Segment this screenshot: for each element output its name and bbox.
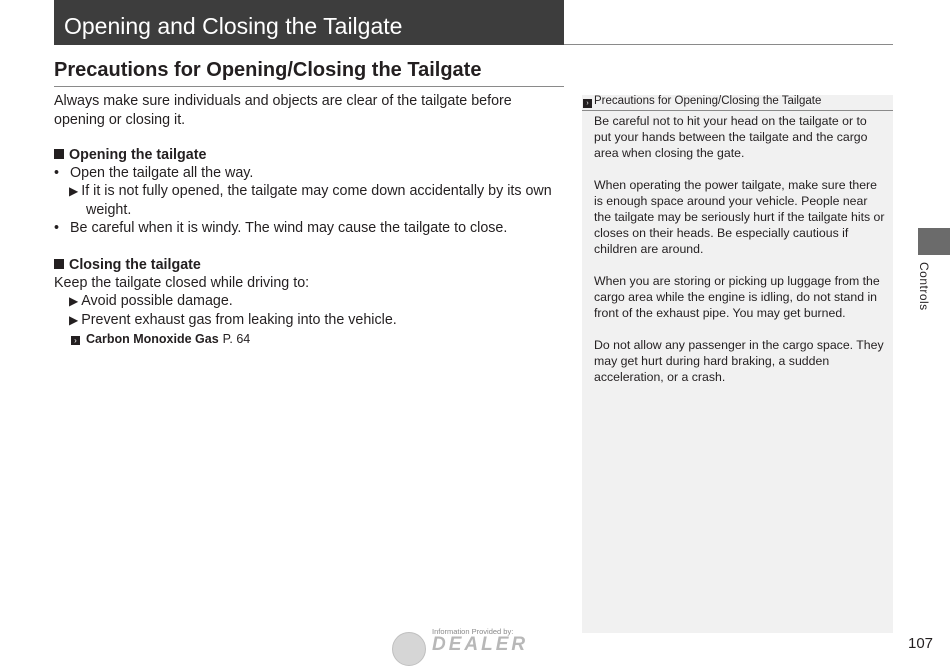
page-number: 107 [908, 635, 934, 652]
bullet-item: • Open the tailgate all the way. [54, 165, 254, 181]
triangle-right-icon: ▶ [69, 294, 79, 308]
cross-reference-icon: › [71, 336, 80, 345]
side-note-heading-text: Precautions for Opening/Closing the Tailgate [594, 95, 822, 107]
section-rule [54, 86, 564, 87]
note-item [69, 293, 233, 309]
bullet-text: Open the tailgate all the way. [70, 165, 254, 181]
note-text: Avoid possible damage. [81, 293, 233, 309]
intro-paragraph: Always make sure individuals and objects are clear of the tailgate before opening or closing it. [54, 93, 512, 128]
closing-heading [54, 257, 201, 273]
note-continuation: weight. [86, 202, 132, 218]
chapter-tab-label: Controls [917, 262, 931, 311]
header-rule [564, 44, 893, 45]
note-text: Prevent exhaust gas from leaking into the vehicle. [81, 312, 397, 328]
page-title: Opening and Closing the Tailgate [64, 13, 403, 39]
square-bullet-icon [54, 149, 64, 159]
note-text: If it is not fully opened, the tailgate may come down accidentally by its own [81, 183, 552, 199]
square-bullet-icon [54, 259, 64, 269]
note-item [69, 312, 397, 328]
side-note-paragraph: When you are storing or picking up luggage from the cargo area while the engine is idling, do not stand in front of the exhaust pipe. You may get burned. [594, 274, 880, 320]
triangle-right-icon: ▶ [69, 184, 79, 198]
opening-heading-text: Opening the tailgate [69, 147, 207, 163]
xref-page: P. 64 [222, 332, 251, 346]
xref-title: Carbon Monoxide Gas [86, 332, 219, 346]
watermark-caption: Information Provided by: [432, 627, 514, 636]
closing-lead: Keep the tailgate closed while driving to: [54, 275, 310, 291]
section-title: Precautions for Opening/Closing the Tailgate [54, 59, 482, 81]
side-note-paragraph: Do not allow any passenger in the cargo space. They may get hurt during hard braking, a sudden acceleration, or a crash. [594, 338, 884, 384]
cross-reference-link[interactable] [71, 331, 250, 347]
bullet-item: • Be careful when it is windy. The wind may cause the tailgate to close. [54, 220, 508, 236]
triangle-right-icon: ▶ [69, 313, 79, 327]
side-note-paragraph: When operating the power tailgate, make sure there is enough space around your vehicle. People near the tailgate may be seriously hurt if the tailgate hits or closes on their heads. Be especially cautious if children are around. [594, 178, 885, 256]
side-note-paragraph: Be careful not to hit your head on the tailgate or to put your hands between the tailgate and the cargo area when closing the gate. [594, 114, 868, 160]
side-note-heading [582, 95, 893, 111]
bullet-text: Be careful when it is windy. The wind may cause the tailgate to close. [70, 220, 508, 236]
note-item [69, 183, 552, 199]
watermark-logo-icon [392, 632, 426, 666]
closing-heading-text: Closing the tailgate [69, 257, 201, 273]
opening-heading [54, 147, 206, 163]
chapter-tab [918, 228, 950, 255]
note-marker-icon: › [583, 99, 592, 108]
watermark-brand: DEALER [432, 634, 529, 655]
